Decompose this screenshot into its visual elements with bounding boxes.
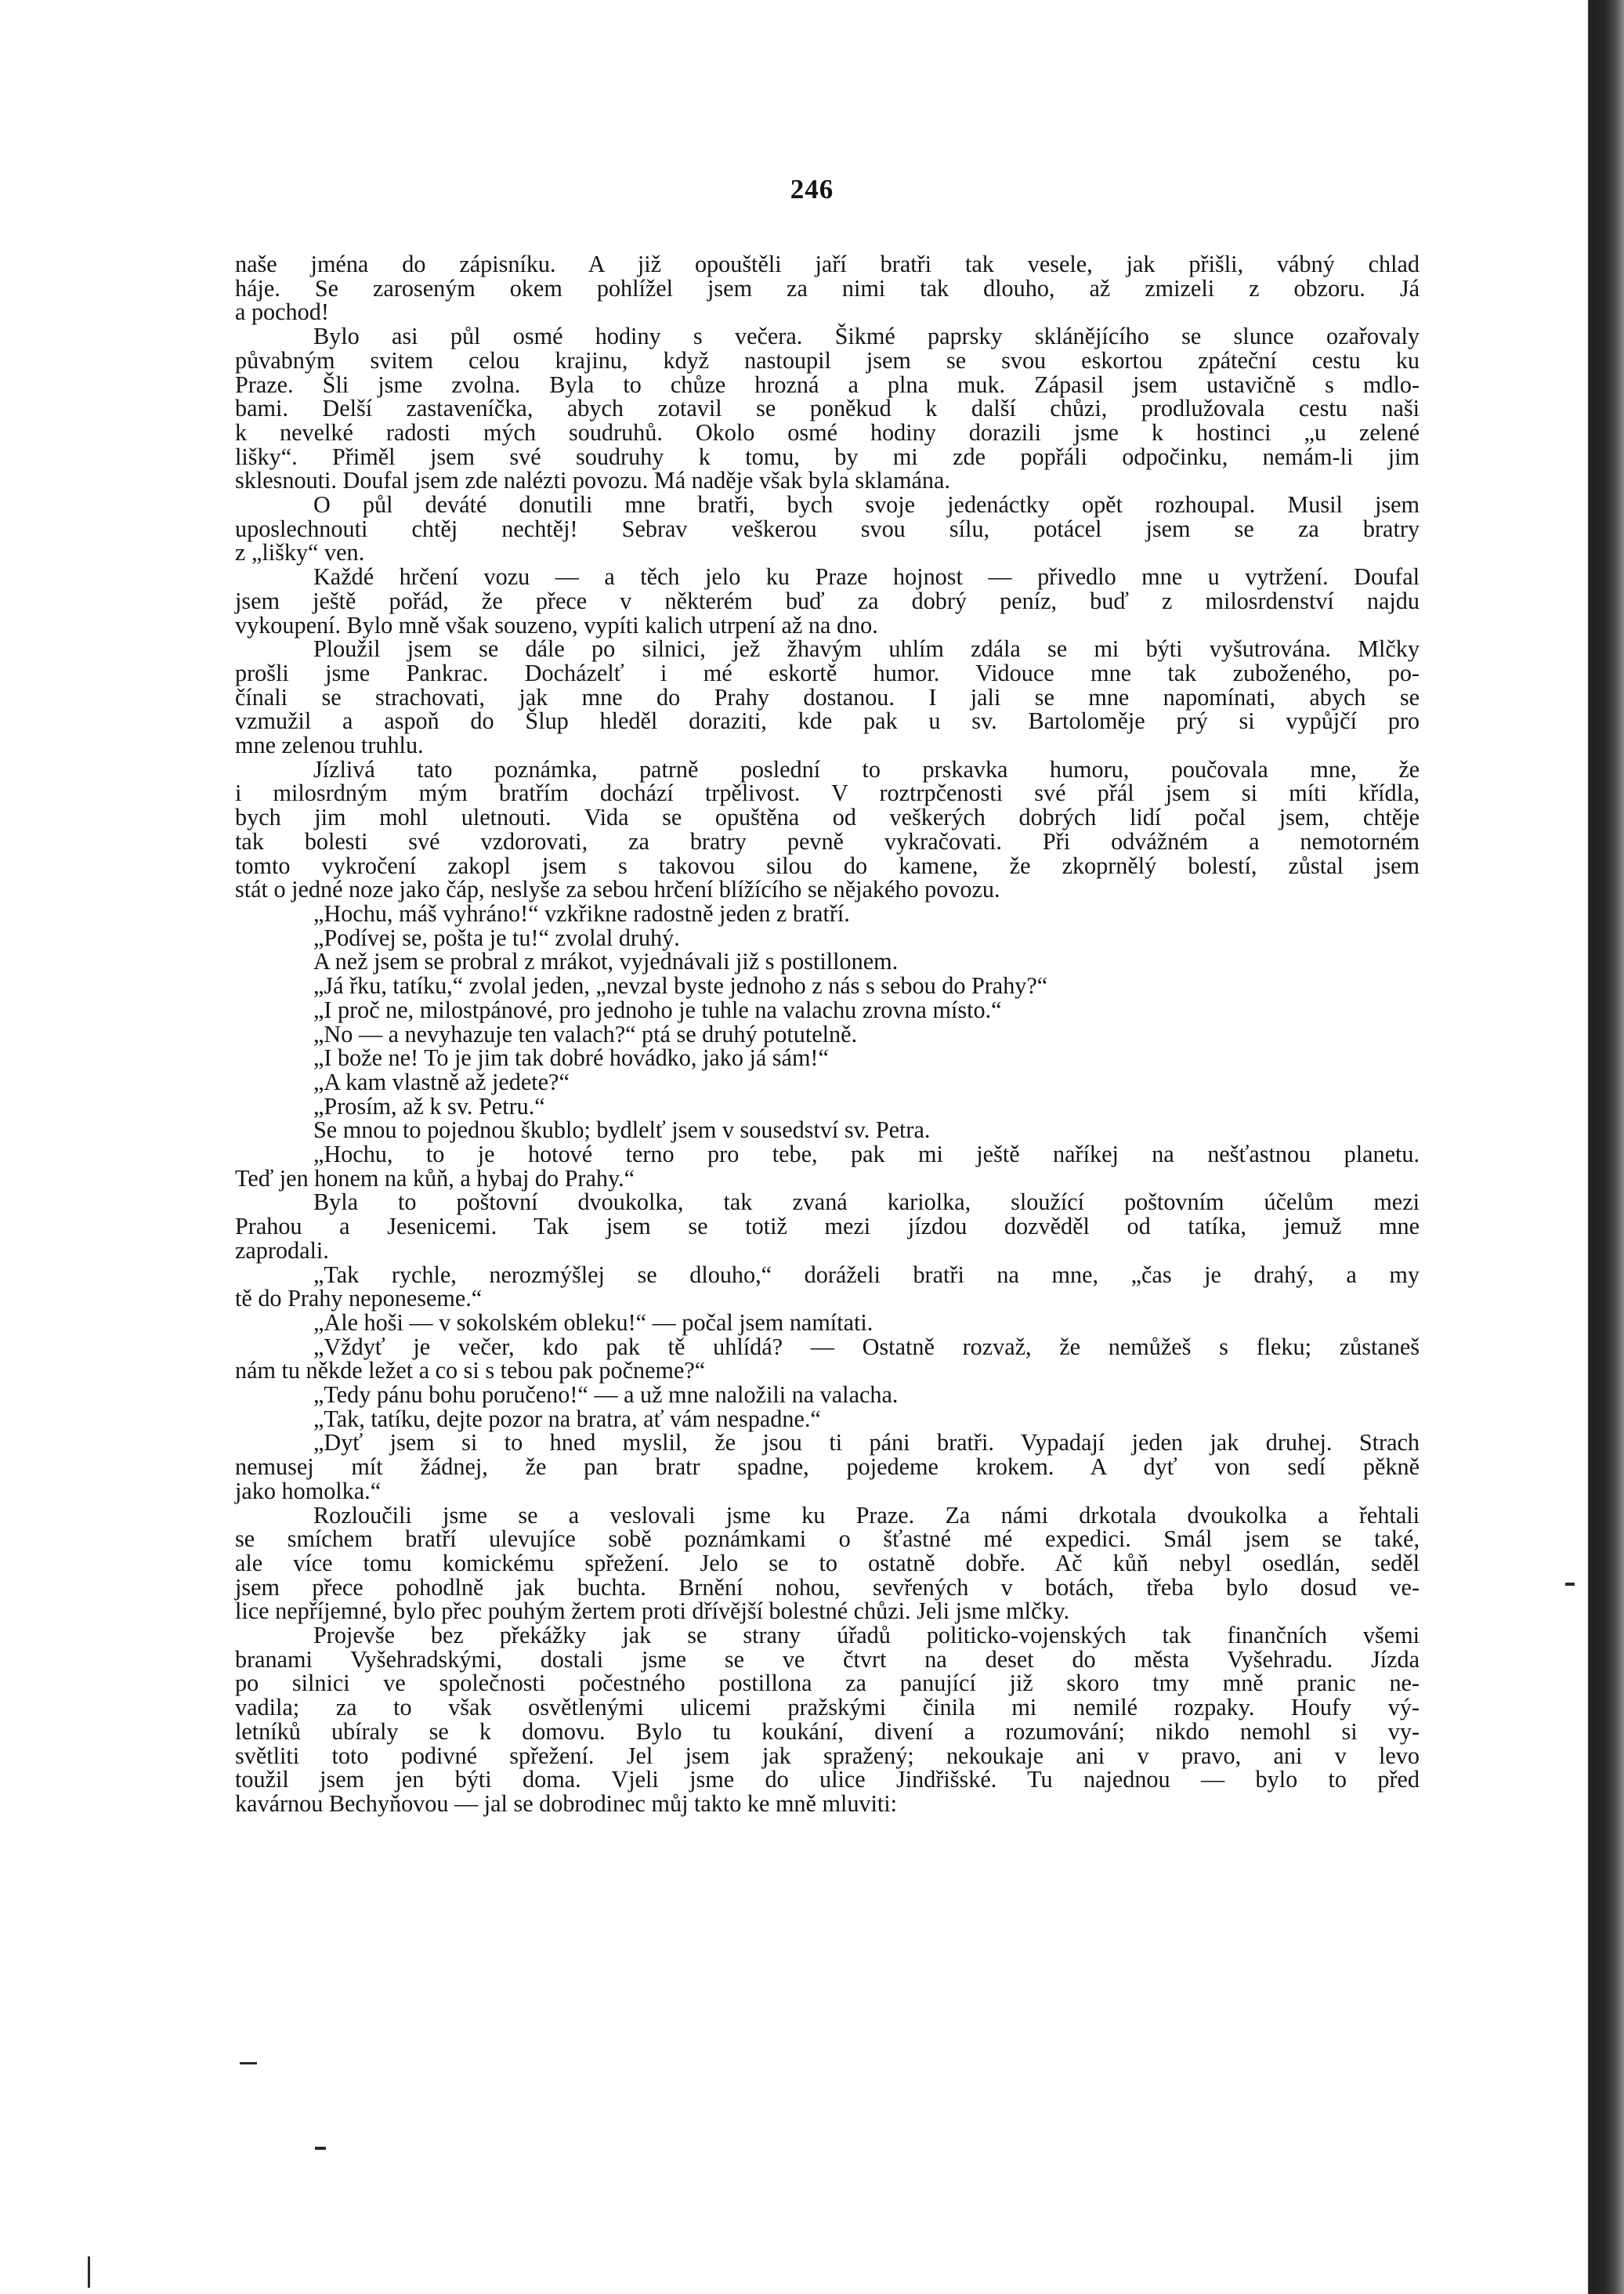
text-line: „Já řku, tatíku,“ zvolal jeden, „nevzal byste jednoho z nás s sebou do Prahy?“ bbox=[313, 972, 1048, 1000]
text-line: k nevelké radosti mých soudruhů. Okolo osmé hodiny dorazili jsme k hostinci „u zelené bbox=[235, 418, 1420, 446]
text-line: po silnici ve společnosti počestného postillona za panující již skoro tmy mně pranic ne- bbox=[235, 1670, 1420, 1697]
text-line: i milosrdným mým bratřím dochází trpělivost. V roztrpčenosti své přál jsem si míti křídla, bbox=[235, 780, 1420, 807]
text-line: Prahou a Jesenicemi. Tak jsem se totiž mezi jízdou dozvěděl od tatíka, jemuž mne bbox=[235, 1213, 1420, 1240]
scan-mark bbox=[240, 2062, 257, 2064]
text-line: bych jim mohl uletnouti. Vida se opuštěna od veškerých dobrých lidí počal jsem, chtěje bbox=[235, 804, 1420, 831]
text-line: letníků ubíraly se k domovu. Bylo tu koukání, divení a rozumování; nikdo nemohl si vy- bbox=[235, 1717, 1420, 1745]
text-line: „Prosím, až k sv. Petru.“ bbox=[313, 1092, 545, 1120]
text-line: jsem ještě pořád, že přece v některém buď za dobrý peníz, buď z milosrdenství najdu bbox=[235, 587, 1420, 614]
scan-mark bbox=[88, 2256, 90, 2288]
text-line: lice nepříjemné, bylo přec pouhým žertem proti dřívější bolestné chůzi. Jeli jsme mlčky. bbox=[235, 1597, 1070, 1625]
text-line: půvabným svitem celou krajinu, když nastoupil jsem se svou eskortou zpáteční cestu ku bbox=[235, 346, 1420, 374]
text-line: „Dyť jsem si to hned myslil, že jsou ti páni bratři. Vypadají jeden jak druhej. Strach bbox=[313, 1429, 1420, 1456]
text-line: lišky“. Přiměl jsem své soudruhy k tomu, by mi zde popřáli odpočinku, nemám-li jim bbox=[235, 443, 1420, 470]
text-line: Rozloučili jsme se a veslovali jsme ku Praze. Za námi drkotala dvoukolka a řehtali bbox=[313, 1501, 1420, 1529]
text-line: toužil jsem jen býti doma. Vjeli jsme do ulice Jindřišské. Tu najednou — bylo to před bbox=[235, 1766, 1420, 1793]
text-line: nám tu někde ležet a co si s tebou pak počneme?“ bbox=[235, 1357, 706, 1384]
text-column bbox=[235, 252, 1420, 1816]
page-edge-line bbox=[1590, 0, 1593, 2294]
text-line: „Hochu, to je hotové terno pro tebe, pak mi ještě naříkej na nešťastnou planetu. bbox=[313, 1141, 1420, 1168]
text-line: naše jména do zápisníku. A již opouštěli jaří bratři tak vesele, jak přišli, vábný chlad bbox=[235, 251, 1420, 277]
text-line: a pochod! bbox=[235, 299, 329, 326]
text-line: „I proč ne, milostpánové, pro jednoho je tuhle na valachu zrovna místo.“ bbox=[313, 996, 1002, 1023]
text-line: čínali se strachovati, jak mne do Prahy dostanou. I jali se mne napomínati, abych se bbox=[235, 683, 1420, 711]
scan-mark bbox=[315, 2147, 326, 2150]
text-line: tak bolesti své vzdorovati, za bratry pevně vykračovati. Při odvážném a nemotorném bbox=[235, 827, 1420, 855]
text-line: zaprodali. bbox=[235, 1236, 329, 1264]
text-line: vadila; za to však osvětlenými ulicemi pražskými činila mi nemilé rozpaky. Houfy vý- bbox=[235, 1694, 1420, 1721]
text-line: A než jsem se probral z mrákot, vyjednávali již s postillonem. bbox=[313, 948, 899, 975]
text-line: tomto vykročení zakopl jsem s takovou silou do kamene, že zkoprnělý bolestí, zůstal jsem bbox=[235, 852, 1420, 879]
text-line: prošli jsme Pankrac. Docházelť i mé eskortě humor. Vidouce mne tak zuboženého, po- bbox=[235, 659, 1420, 686]
text-line: Jízlivá tato poznámka, patrně poslední to prskavka humoru, poučovala mne, že bbox=[313, 755, 1420, 783]
text-line: „Vždyť je večer, kdo pak tě uhlídá? — Ostatně rozvaž, že nemůžeš s fleku; zůstaneš bbox=[313, 1333, 1420, 1360]
text-line: stát o jedné noze jako čáp, neslyše za sebou hrčení blížícího se nějakého povozu. bbox=[235, 876, 1000, 903]
text-line: „Tak rychle, nerozmýšlej se dlouho,“ doráželi bratři na mne, „čas je drahý, a my bbox=[313, 1261, 1420, 1288]
text-line: „I bože ne! To je jim tak dobré hovádko, jako já sám!“ bbox=[313, 1044, 829, 1072]
text-line: „Tak, tatíku, dejte pozor na bratra, ať vám nespadne.“ bbox=[313, 1405, 821, 1432]
text-line: „Podívej se, pošta je tu!“ zvolal druhý. bbox=[313, 924, 680, 951]
text-line: vykoupení. Bylo mně však souzeno, vypíti kalich utrpení až na dno. bbox=[235, 611, 878, 639]
page-edge-shadow bbox=[1579, 0, 1624, 2294]
text-line: branami Vyšehradskými, dostali jsme se ve čtvrt na deset do města Vyšehradu. Jízda bbox=[235, 1645, 1420, 1673]
text-line: vzmužil a aspoň do Šlup hleděl doraziti, kde pak u sv. Bartoloměje prý si vypůjčí pro bbox=[235, 707, 1420, 735]
text-line: ale více tomu komickému spřežení. Jelo se to ostatně dobře. Ač kůň nebyl osedlán, seděl bbox=[235, 1549, 1420, 1576]
text-line: Každé hrčení vozu — a těch jelo ku Praze hojnost — přivedlo mne u vytržení. Doufal bbox=[313, 563, 1420, 591]
text-line: jako homolka.“ bbox=[235, 1477, 382, 1504]
text-line: „Hochu, máš vyhráno!“ vzkřikne radostně jeden z bratří. bbox=[313, 899, 850, 927]
text-line: bami. Delší zastaveníčka, abych zotavil se poněkud k další chůzi, prodlužovala cestu naši bbox=[235, 395, 1420, 422]
text-line: Praze. Šli jsme zvolna. Byla to chůze hrozná a plna muk. Zápasil jsem ustavičně s mdlo- bbox=[235, 371, 1420, 398]
text-line: z „lišky“ ven. bbox=[235, 539, 365, 566]
text-line: mne zelenou truhlu. bbox=[235, 732, 424, 759]
text-line: se smíchem bratří ulevujíce sobě poznámkami o šťastné mé expedici. Smál jsem se také, bbox=[235, 1525, 1420, 1553]
text-line: Se mnou to pojednou škublo; bydlelť jsem v sousedství sv. Petra. bbox=[313, 1116, 931, 1144]
text-line: „A kam vlastně až jedete?“ bbox=[313, 1068, 570, 1095]
text-line: Ploužil jsem se dále po silnici, jež žhavým uhlím zdála se mi býti vyšutrována. Mlčky bbox=[313, 635, 1420, 663]
scan-mark bbox=[1565, 1583, 1575, 1586]
text-line: „Ale hoši — v sokolském obleku!“ — počal jsem namítati. bbox=[313, 1308, 873, 1336]
text-line: „Tedy pánu bohu poručeno!“ — a už mne naložili na valacha. bbox=[313, 1381, 899, 1409]
text-line: O půl deváté donutili mne bratři, bych svoje jedenáctky opět rozhoupal. Musil jsem bbox=[313, 491, 1420, 519]
text-line: Teď jen honem na kůň, a hybaj do Prahy.“ bbox=[235, 1164, 635, 1192]
text-line: sklesnouti. Doufal jsem zde nalézti povozu. Má naděje však byla sklamána. bbox=[235, 467, 950, 494]
text-line: Byla to poštovní dvoukolka, tak zvaná kariolka, sloužící poštovním účelům mezi bbox=[313, 1189, 1420, 1216]
text-line: uposlechnouti chtěj nechtěj! Sebrav veškerou svou sílu, potácel jsem se za bratry bbox=[235, 515, 1420, 542]
text-line: háje. Se zaroseným okem pohlížel jsem za nimi tak dlouho, až zmizeli z obzoru. Já bbox=[235, 274, 1420, 302]
text-line: tě do Prahy neponeseme.“ bbox=[235, 1285, 483, 1312]
page-number: 246 bbox=[790, 174, 834, 204]
text-line: kavárnou Bechyňovou — jal se dobrodinec můj takto ke mně mluviti: bbox=[235, 1790, 898, 1817]
text-line: jsem přece pohodlně jak buchta. Brnění nohou, sevřených v botách, třeba bylo dosud ve- bbox=[235, 1573, 1420, 1601]
text-line: Bylo asi půl osmé hodiny s večera. Šikmé paprsky sklánějícího se slunce ozařovaly bbox=[313, 323, 1420, 350]
text-line: Projevše bez překážky jak se strany úřadů politicko-vojenských tak finančních všemi bbox=[313, 1622, 1420, 1649]
text-line: světliti toto podivné spřežení. Jel jsem jak spražený; nekoukaje ani v pravo, ani v levo bbox=[235, 1742, 1420, 1769]
text-line: nemusej mít žádnej, že pan bratr spadne, pojedeme krokem. A dyť von sedí pěkně bbox=[235, 1453, 1420, 1481]
text-line: „No — a nevyhazuje ten valach?“ ptá se druhý potutelně. bbox=[313, 1020, 858, 1047]
